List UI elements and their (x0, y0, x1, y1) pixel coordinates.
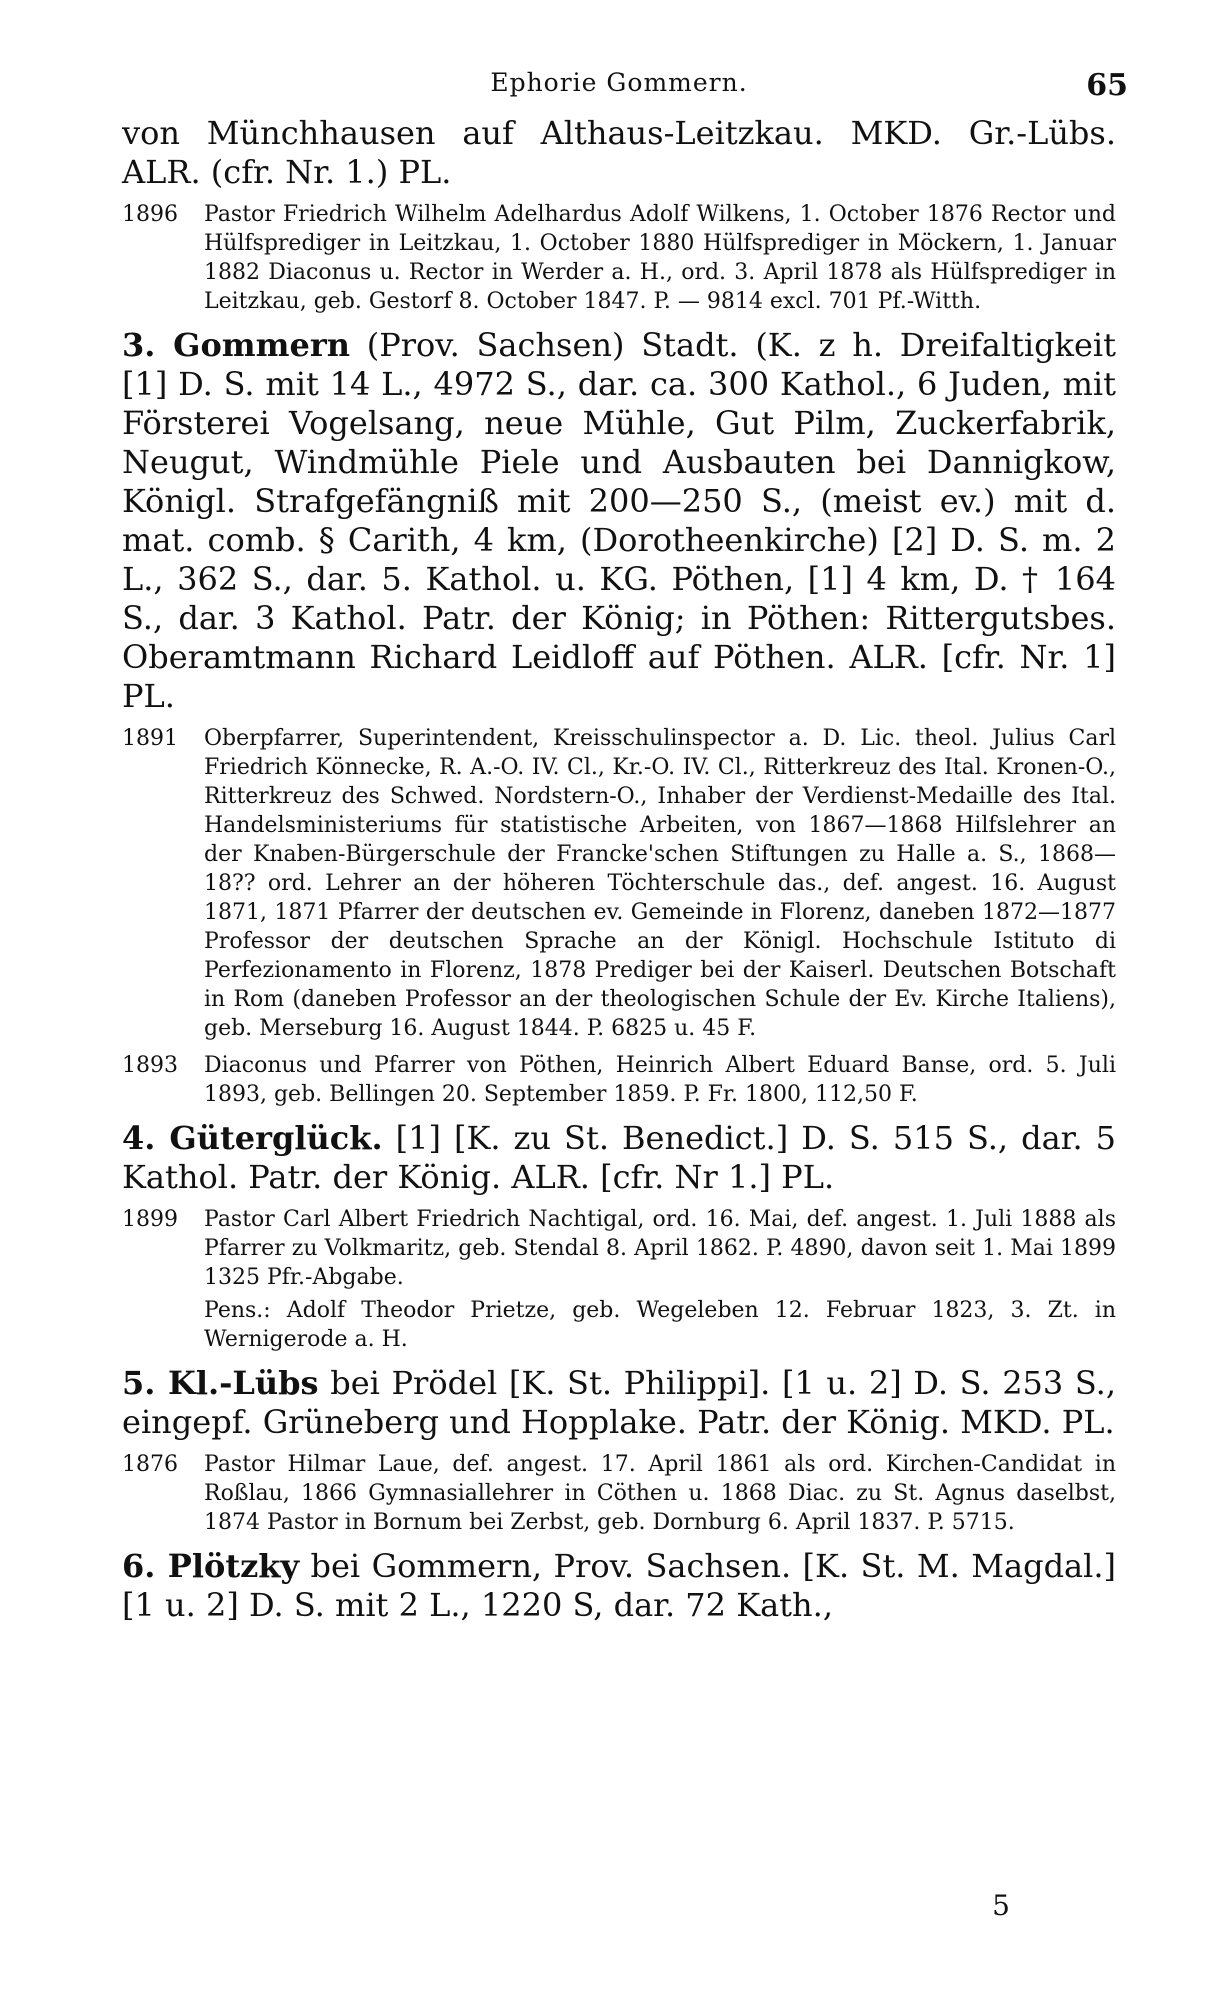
clergy-entry (122, 1205, 1116, 1292)
entry-year: 1876 (122, 1452, 178, 1477)
parish-paragraph (122, 1119, 1116, 1197)
entry-text: Pastor Friedrich Wilhelm Adelhardus Adolf Wilkens, 1. October 1876 Rector und Hülfsprediger in Leitzkau, 1. October 1880 Hülfsprediger in Möckern, 1. Januar 1882 Diaconus u. Rector in Werder a. H., ord. 3. April 1878 als Hülfsprediger in Leitzkau, geb. Gestorf 8. October 1847. P. — 9814 excl. 701 Pf.-Witth. (204, 202, 1116, 314)
parish-body: [1] [K. zu St. Benedict.] D. S. 515 S., dar. 5 Kathol. Patr. der König. ALR. [cfr. Nr 1.] PL. (122, 1119, 1117, 1196)
entry-text: Pastor Carl Albert Friedrich Nachtigal, ord. 16. Mai, def. angest. 1. Juli 1888 als Pfarrer zu Volkmaritz, geb. Stendal 8. April 1862. P. 4890, davon seit 1. Mai 1899 1325 Pfr.-Abgabe. (204, 1207, 1116, 1290)
page-header (122, 62, 1128, 114)
clergy-entry (122, 1051, 1116, 1109)
parish-paragraph (122, 1547, 1116, 1625)
entry-year: 1896 (122, 202, 178, 227)
pension-note: Pens.: Adolf Theodor Prietze, geb. Wegeleben 12. Februar 1823, 3. Zt. in Wernigerode a. H. (204, 1298, 1116, 1352)
parish-body: bei Gommern, Prov. Sachsen. [K. St. M. Magdal.] [1 u. 2] D. S. mit 2 L., 1220 S, dar. 72 Kath., (122, 1547, 1117, 1624)
parish-heading: 6. Plötzky (122, 1547, 300, 1585)
page-number: 65 (1086, 68, 1128, 103)
clergy-entry (122, 724, 1116, 1043)
parish-section-ploetzky (122, 1547, 1116, 1625)
entry-text: Oberpfarrer, Superintendent, Kreisschulinspector a. D. Lic. theol. Julius Carl Friedrich Könnecke, R. A.-O. IV. Cl., Kr.-O. IV. Cl., Ritterkreuz des Ital. Kronen-O., Ritterkreuz des Schwed. Nordstern-O., Inhaber der Verdienst-Medaille des Ital. Handelsministeriums für statistische Arbeiten, von 1867—1868 Hilfslehrer an der Knaben-Bürgerschule der Francke'schen Stiftungen zu Halle a. S., 1868—18?? ord. Lehrer an der höheren Töchterschule das., def. angest. 16. August 1871, 1871 Pfarrer der deutschen ev. Gemeinde in Florenz, daneben 1872—1877 Professor der deutschen Sprache an der Königl. Hochschule Istituto di Perfezionamento in Florenz, 1878 Prediger bei der Kaiserl. Deutschen Botschaft in Rom (daneben Professor an der theologischen Schule der Ev. Kirche Italiens), geb. Merseburg 16. August 1844. P. 6825 u. 45 F. (204, 726, 1116, 1041)
parish-section-guterglueck (122, 1119, 1116, 1354)
parish-section-kl-luebs (122, 1364, 1116, 1537)
entry-text: Diaconus und Pfarrer von Pöthen, Heinrich Albert Eduard Banse, ord. 5. Juli 1893, geb. Bellingen 20. September 1859. P. Fr. 1800, 112,50 F. (204, 1053, 1116, 1107)
running-title: Ephorie Gommern. (490, 68, 748, 97)
parish-paragraph (122, 1364, 1116, 1442)
entry-year: 1893 (122, 1053, 178, 1078)
parish-heading: 5. Kl.-Lübs (122, 1364, 319, 1402)
entry-year: 1899 (122, 1207, 178, 1232)
clergy-entry (122, 1450, 1116, 1537)
parish-heading: 4. Güterglück. (122, 1119, 383, 1157)
parish-body: (Prov. Sachsen) Stadt. (K. z h. Dreifaltigkeit [1] D. S. mit 14 L., 4972 S., dar. ca. 300 Kathol., 6 Juden, mit Försterei Vogelsang, neue Mühle, Gut Pilm, Zuckerfabrik, Neugut, Windmühle Piele und Ausbauten bei Dannigkow, Königl. Strafgefängniß mit 200—250 S., (meist ev.) mit d. mat. comb. § Carith, 4 km, (Dorotheenkirche) [2] D. S. m. 2 L., 362 S., dar. 5. Kathol. u. KG. Pöthen, [1] 4 km, D. † 164 S., dar. 3 Kathol. Patr. der König; in Pöthen: Rittergutsbes. Oberamtmann Richard Leidloff auf Pöthen. ALR. [cfr. Nr. 1] PL. (122, 326, 1116, 715)
parish-paragraph (122, 326, 1116, 716)
entry-text: Pastor Hilmar Laue, def. angest. 17. April 1861 als ord. Kirchen-Candidat in Roßlau, 1866 Gymnasiallehrer in Cöthen u. 1868 Diac. zu St. Agnus daselbst, 1874 Pastor in Bornum bei Zerbst, geb. Dornburg 6. April 1837. P. 5715. (204, 1452, 1116, 1535)
clergy-entry (122, 200, 1116, 316)
parish-section-gommern (122, 326, 1116, 1109)
parish-heading: 3. Gommern (122, 326, 350, 364)
intro-paragraph: von Münchhausen auf Althaus-Leitzkau. MKD. Gr.-Lübs. ALR. (cfr. Nr. 1.) PL. (122, 114, 1116, 191)
signature-mark: 5 (992, 1889, 1010, 1922)
entry-year: 1891 (122, 726, 178, 751)
parish-body: bei Prödel [K. St. Philippi]. [1 u. 2] D. S. 253 S., eingepf. Grüneberg und Hopplake. Patr. der König. MKD. PL. (122, 1364, 1117, 1441)
